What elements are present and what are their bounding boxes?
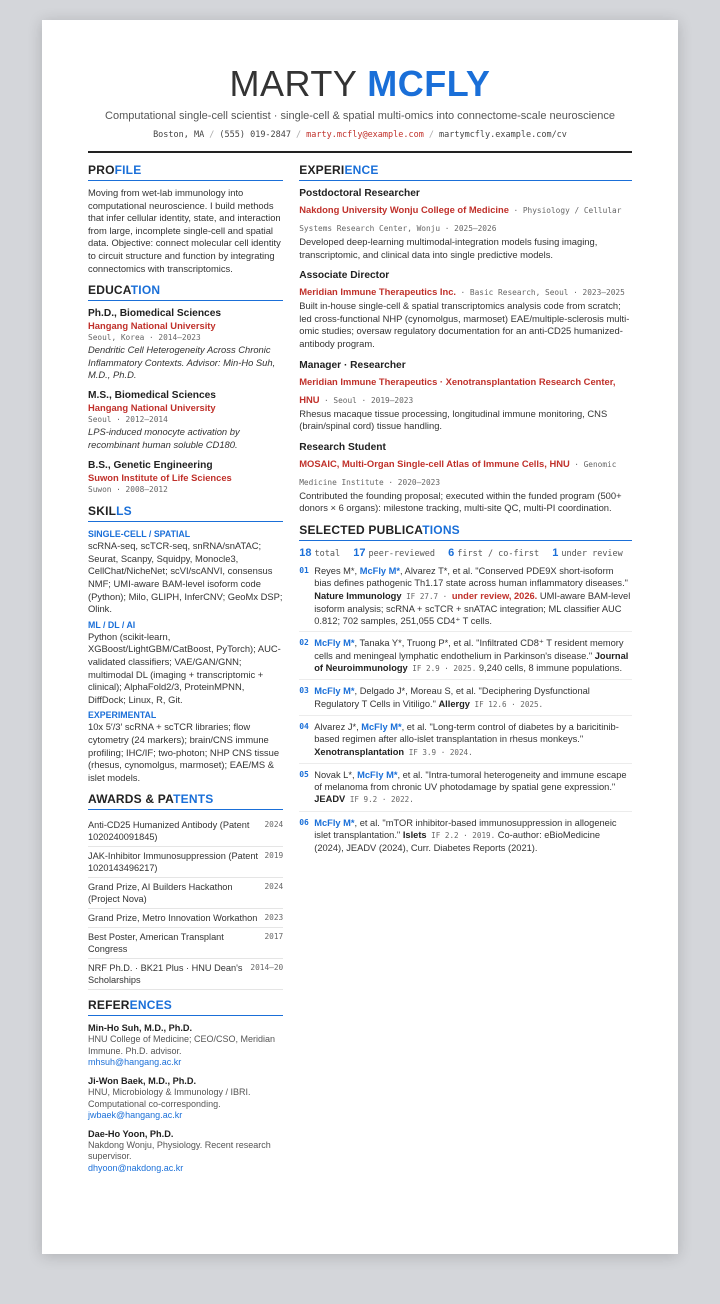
left-column: [88, 163, 283, 1181]
section-title-profile: PROFILE: [88, 163, 283, 181]
publication-item: 06 McFly M*, et al. "mTOR inhibitor-based immunosuppression in allogeneic islet transplantation." Islets IF 2.2 · 2019. Co-author: eBioMedicine (2024), JEADV (2024), Curr. Diabetes Reports (2021).: [299, 817, 617, 854]
phone: (555) 019-2847: [219, 130, 292, 140]
section-title-awards: AWARDS & PATENTS: [88, 792, 283, 810]
experience-item: Associate Director Meridian Immune Therapeutics Inc. · Basic Research, Seoul · 2023–2025 Built in-house single-cell & spatial transcriptomics analysis code from scratch; led cross-functional NHP (cynomolgus, marmoset) EAE/multiple-sclerosis multi-omic studies; oversaw regulatory documentation for an anti-CD25 humanized-antibody program.: [299, 270, 630, 349]
section-title-publications: SELECTED PUBLICATIONS: [299, 523, 632, 541]
publication-item: 03 McFly M*, Delgado J*, Moreau S, et al. "Deciphering Dysfunctional Regulatory T Cells in Vitiligo." Allergy IF 12.6 · 2025.: [299, 685, 632, 716]
publication-item: 02 McFly M*, Tanaka Y*, Truong P*, et al. "Infiltrated CD8⁺ T resident memory cells and meningeal lymphatic endothelium in Parkinson's disease." Journal of Neuroimmunology IF 2.9 · 2025. 9,240 cells, 8 immune populations.: [299, 637, 632, 680]
section-title-references: REFERENCES: [88, 998, 283, 1016]
publication-item: 05 Novak L*, McFly M*, et al. "Intra-tumoral heterogeneity and immune escape of melanoma from chronic UV photodamage by spatial gene expression." JEADV IF 9.2 · 2022.: [299, 769, 632, 812]
resume-page: [42, 20, 678, 1254]
experience-item: Manager · Researcher Meridian Immune Therapeutics · Xenotransplantation Research Center, HNU · Seoul · 2019–2023 Rhesus macaque tissue processing, longitudinal immune monitoring, CNS (brain/spinal cord) tissue handling.: [299, 359, 616, 432]
skills-group: SINGLE-CELL / SPATIAL scRNA-seq, scTCR-seq, snRNA/snATAC; Seurat, Scanpy, Squidpy, Monocle3, CellChat/NicheNet; scVI/scANVI, consensus NMF; UMI-aware BAM-level isoform code (Python); Milo, GLIPH, InferCNV; GeoMx DSP; Olink. ML / DL / AI Python (scikit-learn, XGBoost/LightGBM/CatBoost, PyTorch); AUC-validated classifiers; VAE/GAN/GNN; multimodal DL (imaging + transcriptomic + clinical); AlphaFold2/3, ProteinMPNN, DiffDock; Linux, R, Git. EXPERIMENTAL 10x 5′/3′ scRNA + scTCR libraries; flow cytometry (24 markers); brain/CNS immune profiling; IHC/IF; two-photon; NHP CNS tissue (rhesus, cynomolgus, marmoset); EAE/MS & islet models.: [88, 529, 283, 783]
publication-stats: 18 total 17 peer-reviewed 6 first / co-first 1 under review: [299, 546, 623, 559]
education-item: Ph.D., Biomedical Sciences Hangang National University Seoul, Korea · 2014–2023 Dendritic Cell Heterogeneity Across Chronic Inflammatory Contexts. Advisor: Min-Ho Suh, M.D., Ph.D.: [88, 308, 276, 380]
section-title-experience: EXPERIENCE: [299, 163, 632, 181]
award-row: JAK-Inhibitor Immunosuppression (Patent 1020143496217) 2019: [88, 847, 283, 878]
reference-item: Ji-Won Baek, M.D., Ph.D. HNU, Microbiology & Immunology / IBRI. Computational co-corresponding. jwbaek@hangang.ac.kr: [88, 1075, 283, 1122]
profile-text: Moving from wet-lab immunology into computational neuroscience. I build methods that infer cellular identity, state, and interaction from large, incomplete single-cell and spatial data. Objective: connect molecular cell identity to circuit structure and function by integrating connectomics with transcriptomics.: [88, 187, 281, 274]
resume-name: [88, 64, 632, 104]
publication-item: 01 Reyes M*, McFly M*, Alvarez T*, et al. "Conserved PDE9X short-isoform bias defines pathogenic Th1.17 state across human inflammatory diseases." Nature Immunology IF 27.7 · under review, 2026. UMI-aware BAM-level isoform analysis; scRNA + scTCR + snATAC integration; ML classifier AUC 0.812; 702 samples, 251,055 CD4⁺ T cells.: [299, 565, 632, 632]
reference-email-link[interactable]: jwbaek@hangang.ac.kr: [88, 1110, 183, 1121]
first-name: MARTY: [229, 63, 357, 104]
section-title-education: EDUCATION: [88, 283, 283, 301]
award-row: Grand Prize, Metro Innovation Workathon 2023: [88, 909, 283, 928]
location: Boston, MA: [153, 130, 205, 140]
education-item: M.S., Biomedical Sciences Hangang National University Seoul · 2012–2014 LPS-induced monocyte activation by recombinant human soluble CD180.: [88, 390, 240, 450]
email-link[interactable]: marty.mcfly@example.com: [306, 130, 424, 140]
award-row: NRF Ph.D. · BK21 Plus · HNU Dean's Scholarships 2014–20: [88, 959, 283, 990]
header-rule: [88, 151, 632, 153]
reference-item: Min-Ho Suh, M.D., Ph.D. HNU College of Medicine; CEO/CSO, Meridian Immune. Ph.D. advisor. mhsuh@hangang.ac.kr: [88, 1022, 283, 1069]
reference-email-link[interactable]: mhsuh@hangang.ac.kr: [88, 1057, 182, 1068]
award-row: Anti-CD25 Humanized Antibody (Patent 1020240091845) 2024: [88, 816, 283, 847]
experience-item: Research Student MOSAIC, Multi-Organ Single-cell Atlas of Immune Cells, HNU · Genomic Medicine Institute · 2020–2023 Contributed the founding proposal; executed within the funded program (500+ donors × 6 organs): milestone tracking, multi-site QC, multi-PI coordination.: [299, 441, 622, 514]
experience-item: Postdoctoral Researcher Nakdong University Wonju College of Medicine · Physiology / Cellular Systems Research Center, Wonju · 2025–2026 Developed deep-learning multimodal-integration models fusing imaging, transcriptomic, and clinical data into single predictive models.: [299, 188, 622, 260]
education-item: B.S., Genetic Engineering Suwon Institute of Life Sciences Suwon · 2008–2012: [88, 460, 232, 495]
right-column: [299, 163, 632, 1181]
tagline: Computational single-cell scientist · single-cell & spatial multi-omics into connectome-scale neuroscience: [105, 110, 615, 122]
contact-line: Boston, MA / (555) 019-2847 / marty.mcfly@example.com / martymcfly.example.com/cv: [153, 130, 567, 140]
section-title-skills: SKILLS: [88, 504, 283, 522]
award-row: Grand Prize, AI Builders Hackathon (Project Nova) 2024: [88, 878, 283, 909]
awards-list: [88, 816, 283, 990]
last-name: MCFLY: [367, 63, 491, 104]
publication-item: 04 Alvarez J*, McFly M*, et al. "Long-term control of diabetes by a baricitinib-based regimen after allo-islet transplantation in rhesus monkeys." Xenotransplantation IF 3.9 · 2024.: [299, 721, 632, 764]
award-row: Best Poster, American Transplant Congress 2017: [88, 928, 283, 959]
reference-item: Dae-Ho Yoon, Ph.D. Nakdong Wonju, Physiology. Recent research supervisor. dhyoon@nakdong.ac.kr: [88, 1128, 283, 1175]
reference-email-link[interactable]: dhyoon@nakdong.ac.kr: [88, 1163, 184, 1174]
website-link[interactable]: martymcfly.example.com/cv: [438, 130, 567, 140]
